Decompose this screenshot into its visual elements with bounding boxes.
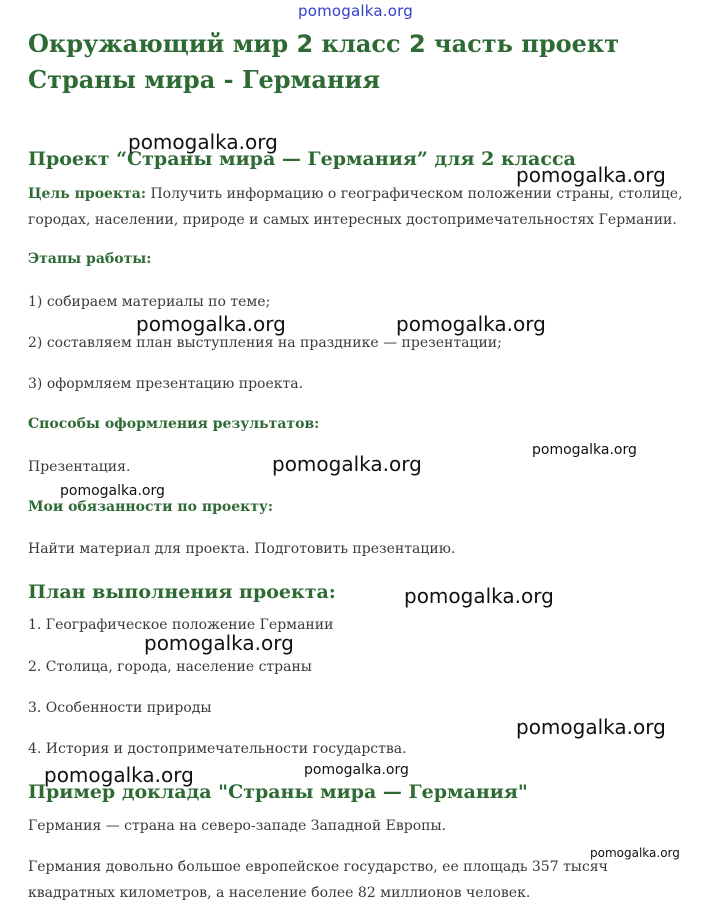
- stages-label: Этапы работы:: [28, 251, 152, 267]
- stage-item: 1) собираем материалы по теме;: [28, 294, 271, 310]
- title-text-1: Окружающий мир: [28, 29, 297, 58]
- stage-item: 2) составляем план выступления на празднике — презентации;: [28, 335, 502, 351]
- duties-text: Найти материал для проекта. Подготовить презентацию.: [28, 541, 456, 557]
- site-watermark-top: pomogalka.org: [298, 2, 413, 20]
- watermark: pomogalka.org: [516, 715, 666, 739]
- watermark: pomogalka.org: [532, 442, 637, 458]
- watermark: pomogalka.org: [304, 762, 409, 778]
- watermark: pomogalka.org: [272, 452, 422, 476]
- project-goal: [28, 181, 688, 233]
- report-paragraph: Германия — страна на северо-западе Западной Европы.: [28, 818, 447, 834]
- plan-item: 4. История и достопримечательности государства.: [28, 741, 407, 757]
- goal-text: Получить информацию о географическом положении страны, столице, городах, населении, природе и самых интересных достопримечательностях Германии.: [28, 186, 683, 228]
- watermark: pomogalka.org: [516, 163, 666, 187]
- methods-label: Способы оформления результатов:: [28, 416, 320, 432]
- stage-item: 3) оформляем презентацию проекта.: [28, 376, 304, 392]
- plan-item: 2. Столица, города, население страны: [28, 659, 312, 675]
- watermark: pomogalka.org: [404, 584, 554, 608]
- title-text-3: часть проект Страны мира - Германия: [28, 29, 620, 94]
- page-title: [28, 26, 688, 98]
- watermark: pomogalka.org: [136, 312, 286, 336]
- plan-heading: План выполнения проекта:: [28, 581, 336, 603]
- report-paragraph: Германия довольно большое европейское государство, ее площадь 357 тысяч квадратных километров, а население более 82 миллионов человек.: [28, 859, 608, 901]
- plan-item: 3. Особенности природы: [28, 700, 212, 716]
- report-heading: Пример доклада "Страны мира — Германия": [28, 781, 528, 803]
- duties-label: Мои обязанности по проекту:: [28, 499, 274, 515]
- title-text-2: класс: [313, 29, 409, 58]
- goal-label: Цель проекта:: [28, 186, 146, 202]
- watermark: pomogalka.org: [144, 631, 294, 655]
- plan-item: 1. Географическое положение Германии: [28, 617, 334, 633]
- title-grade-number: 2: [296, 30, 314, 58]
- project-heading: Проект “Страны мира — Германия” для 2 класса: [28, 148, 576, 170]
- title-part-number: 2: [408, 30, 426, 58]
- methods-text: Презентация.: [28, 459, 131, 475]
- watermark: pomogalka.org: [396, 312, 546, 336]
- watermark: pomogalka.org: [128, 130, 278, 154]
- watermark: pomogalka.org: [590, 846, 680, 860]
- watermark: pomogalka.org: [60, 483, 165, 499]
- watermark: pomogalka.org: [44, 763, 194, 787]
